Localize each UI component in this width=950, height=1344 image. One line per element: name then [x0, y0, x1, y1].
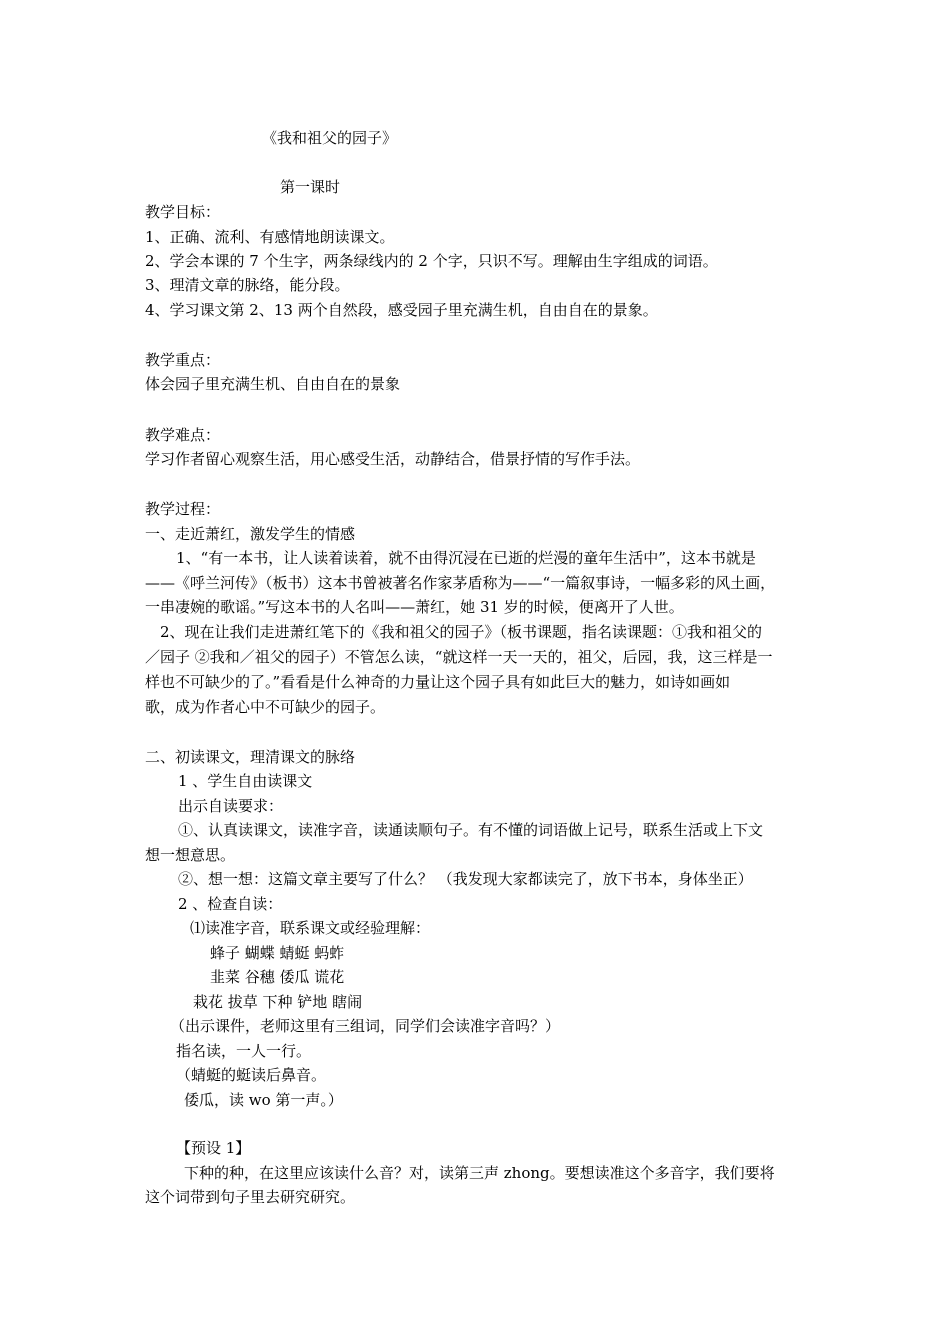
paragraph-line: 样也不可缺少的了。”看看是什么神奇的力量让这个园子具有如此巨大的魅力，如诗如画如 [145, 673, 731, 691]
lesson-period: 第一课时 [280, 178, 341, 196]
key-points-heading: 教学重点： [145, 351, 221, 369]
process-heading: 教学过程： [145, 500, 221, 518]
difficulty-text: 学习作者留心观察生活，用心感受生活，动静结合，借景抒情的写作手法。 [145, 450, 641, 468]
paragraph-line: 2、现在让我们走进萧红笔下的《我和祖父的园子》（板书课题，指名读课题：①我和祖父的 [160, 623, 763, 641]
word-group: 韭菜 谷穗 倭瓜 谎花 [210, 968, 345, 986]
paragraph-line: ／园子 ②我和／祖父的园子）不管怎么读，“就这样一天一天的，祖父，后园，我，这三样是一 [145, 648, 773, 666]
preset-heading: 【预设 1】 [176, 1139, 251, 1157]
step-line: ⑴读准字音，联系课文或经验理解： [190, 919, 431, 937]
step-line: 指名读，一人一行。 [176, 1042, 312, 1060]
paragraph-line: ——《呼兰河传》（板书）这本书曾被著名作家茅盾称为——“一篇叙事诗，一幅多彩的风土画， [145, 574, 776, 592]
paragraph-line: 下种的种，在这里应该读什么音？对，读第三声 zhong。要想读准这个多音字，我们要将 [184, 1164, 775, 1182]
part1-heading: 一、走近萧红，激发学生的情感 [145, 525, 356, 543]
goal-item: 2、学会本课的 7 个生字，两条绿线内的 2 个字，只识不写。理解由生字组成的词语。 [145, 252, 718, 270]
difficulty-heading: 教学难点： [145, 426, 221, 444]
step-line: 2 、检查自读： [178, 895, 283, 913]
step-line: 倭瓜，读 wo 第一声。） [184, 1091, 343, 1109]
paragraph-line: 1、“有一本书，让人读着读着，就不由得沉浸在已逝的烂漫的童年生活中”，这本书就是 [176, 549, 756, 567]
step-line: 出示自读要求： [178, 797, 284, 815]
word-group: 栽花 拔草 下种 铲地 瞎闹 [193, 993, 363, 1011]
paragraph-line: 这个词带到句子里去研究研究。 [145, 1188, 356, 1206]
document-title: 《我和祖父的园子》 [262, 129, 398, 147]
key-points-text: 体会园子里充满生机、自由自在的景象 [145, 375, 401, 393]
step-line: 1 、学生自由读课文 [178, 772, 313, 790]
goal-item: 1、正确、流利、有感情地朗读课文。 [145, 228, 395, 246]
step-line: （出示课件，老师这里有三组词，同学们会读准字音吗？） [170, 1017, 561, 1035]
step-line: 想一想意思。 [145, 846, 236, 864]
goal-item: 4、学习课文第 2、13 两个自然段，感受园子里充满生机，自由自在的景象。 [145, 301, 658, 319]
paragraph-line: 歌，成为作者心中不可缺少的园子。 [145, 698, 386, 716]
word-group: 蜂子 蝴蝶 蜻蜓 蚂蚱 [210, 944, 345, 962]
step-line: ①、认真读课文，读准字音，读通读顺句子。有不懂的词语做上记号，联系生活或上下文 [178, 821, 764, 839]
paragraph-line: 一串凄婉的歌谣。”写这本书的人名叫——萧红，她 31 岁的时候，便离开了人世。 [145, 598, 684, 616]
goals-heading: 教学目标： [145, 203, 221, 221]
part2-heading: 二、初读课文，理清课文的脉络 [145, 748, 356, 766]
step-line: ②、想一想：这篇文章主要写了什么？ （我发现大家都读完了，放下书本，身体坐正） [178, 870, 753, 888]
step-line: （蜻蜓的蜓读后鼻音。 [176, 1066, 327, 1084]
goal-item: 3、理清文章的脉络，能分段。 [145, 276, 350, 294]
